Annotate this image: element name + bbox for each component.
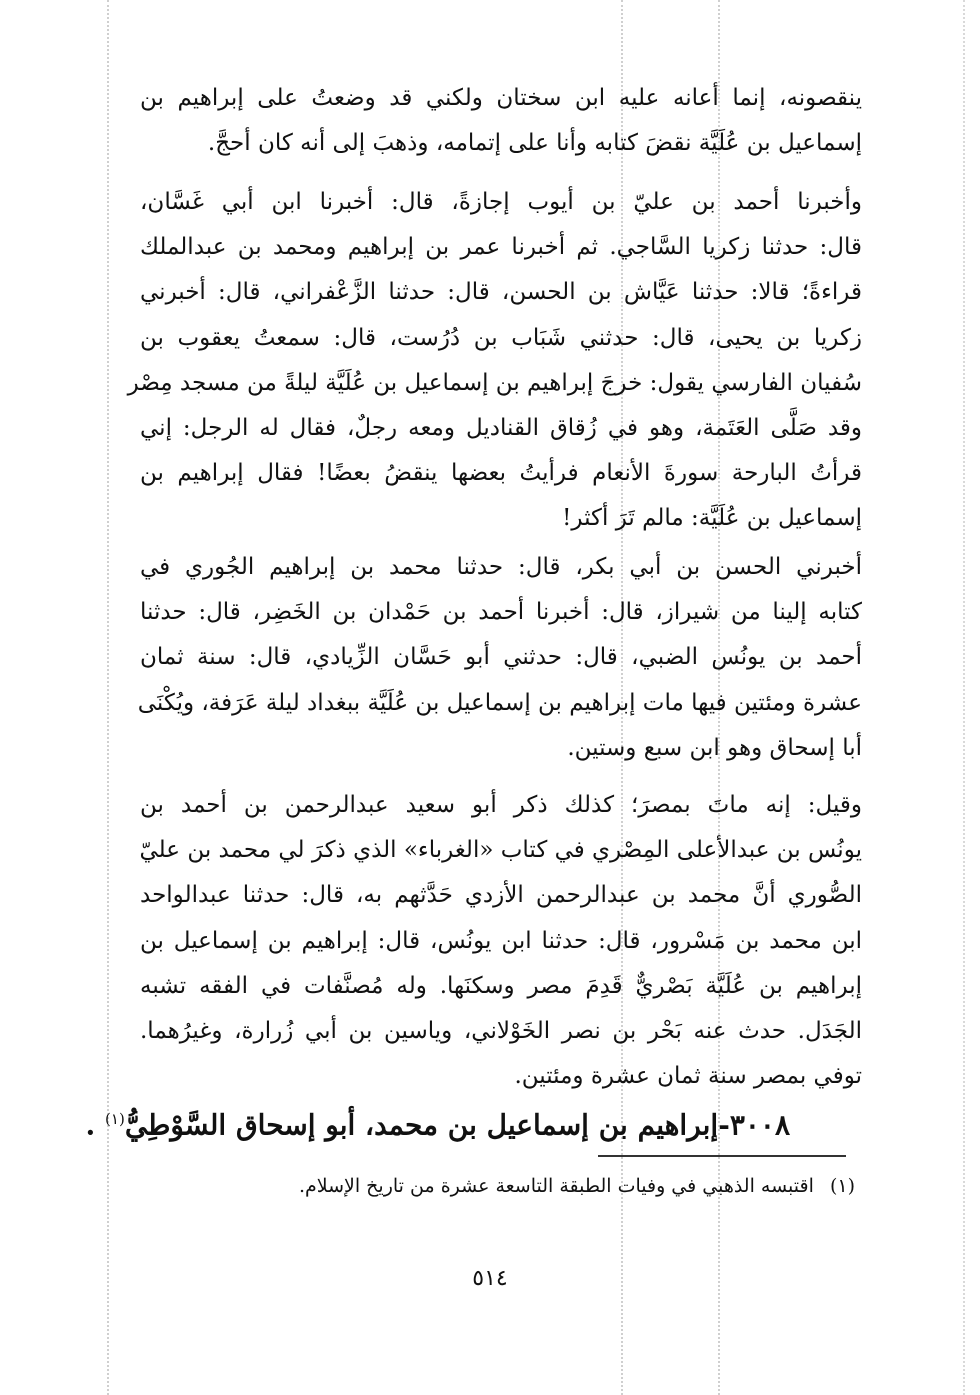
- scan-artifact-line: [107, 0, 109, 1395]
- text-line: يونُس بن عبدالأعلى المِصْري في كتاب «الغرباء» الذي ذكرَ لي محمد بن عليّ: [139, 837, 862, 864]
- text-line: قرأتُ البارحة سورةَ الأنعام فرأيتُ بعضها ينقضُ بعضًا! فقال إبراهيم بن: [140, 460, 862, 487]
- text-line: إسماعيل بن عُلَيَّة: مالم تَرَ أكثر!: [562, 505, 862, 532]
- text-line: توفي بمصر سنة ثمان عشرة ومئتين.: [514, 1063, 862, 1090]
- text-line: وقد صَلَّى العَتَمة، وهو في زُقاق القناديل ومعه رجلٌ، فقال له الرجل: إني: [140, 415, 862, 442]
- biography-entry-heading: [85, 1094, 790, 1150]
- footnote-marker: (١): [829, 1175, 855, 1197]
- entry-number: ٣٠٠٨: [729, 1108, 790, 1142]
- text-line: إبراهيم بن عُلَيَّة بَصْريٌّ قَدِمَ مصر وسكنَها. وله مُصنَّفات في الفقه تشبه: [140, 972, 862, 999]
- entry-title: -إبراهيم بن إسماعيل بن محمد، أبو إسحاق السَّوْطِيُّ: [124, 1108, 730, 1142]
- text-line: وأخبرنا أحمد بن عليّ بن أيوب إجازةً، قال: أخبرنا ابن أبي غَسَّان،: [140, 189, 862, 215]
- text-line: ينقصونه، إنما أعانه عليه ابن سختان ولكني قد وضعتُ على إبراهيم بن: [140, 85, 862, 111]
- footnote-text: اقتبسه الذهبي في وفيات الطبقة التاسعة عشرة من تاريخ الإسلام.: [298, 1175, 814, 1197]
- text-line: ابن محمد بن مَسْرور، قال: حدثنا ابن يونُس، قال: إبراهيم بن إسماعيل بن: [140, 927, 862, 954]
- text-line: قال: حدثنا زكريا السَّاجي. ثم أخبرنا عمر بن إبراهيم ومحمد بن عبدالملك: [140, 234, 862, 261]
- paragraph-4: [140, 783, 862, 1099]
- page-number: ٥١٤: [472, 1266, 508, 1291]
- text-line: الصُّوري أنَّ محمد بن عبدالرحمن الأزدي حَدَّثهم به، قال: حدثنا عبدالواحد: [140, 882, 862, 909]
- text-line: وقيل: إنه ماتَ بمصرَ؛ كذلك ذكر أبو سعيد عبدالرحمن بن أحمد بن: [140, 792, 862, 818]
- text-line: سُفيان الفارسي يقول: خرجَ إبراهيم بن إسماعيل بن عُلَيَّة ليلةً من مسجد مِصْر: [127, 369, 862, 396]
- text-line: إسماعيل بن عُلَيَّة نقضَ كتابه وأنا على إتمامه، وذهبَ إلى أنه كان أحجَّ.: [207, 130, 862, 157]
- footnote-separator: [598, 1155, 846, 1157]
- text-line: قراءةً؛ قالا: حدثنا عَيَّاش بن الحسن، قال: حدثنا الزَّعْفراني، قال: أخبرني: [140, 279, 862, 306]
- entry-end-mark: .: [85, 1108, 96, 1142]
- text-line: الجَدَل. حدث عنه بَحْر بن نصر الخَوْلاني، وياسين بن أبي زُرارة، وغيرُهما.: [140, 1018, 862, 1045]
- text-line: أبا إسحاق وهو ابن سبع وستين.: [567, 734, 862, 761]
- paragraph-1: [140, 76, 862, 166]
- paragraph-3: [137, 545, 862, 771]
- scan-artifact-line: [963, 0, 965, 1395]
- text-line: عشرة ومئتين فيها مات إبراهيم بن إسماعيل بن عُلَيَّة ببغداد ليلة عَرَفة، ويُكْنَى: [137, 689, 862, 716]
- footnote: [250, 1168, 855, 1204]
- text-line: أخبرني الحسن بن أبي بكر، قال: حدثنا محمد بن إبراهيم الجُوري في: [140, 554, 862, 580]
- footnote-reference[interactable]: (١): [105, 1110, 125, 1128]
- text-line: زكريا بن يحيى، قال: حدثني شَبَاب بن دُرُست، قال: سمعتُ يعقوب بن: [140, 324, 862, 351]
- text-line: أحمد بن يونُس الضبي، قال: حدثني أبو حَسَّان الزِّيادي، قال: سنة ثمان: [140, 644, 862, 671]
- paragraph-2: [127, 180, 862, 542]
- text-line: كتابه إلينا من شيراز، قال: أخبرنا أحمد بن حَمْدان بن الخَضِر، قال: حدثنا: [140, 599, 862, 626]
